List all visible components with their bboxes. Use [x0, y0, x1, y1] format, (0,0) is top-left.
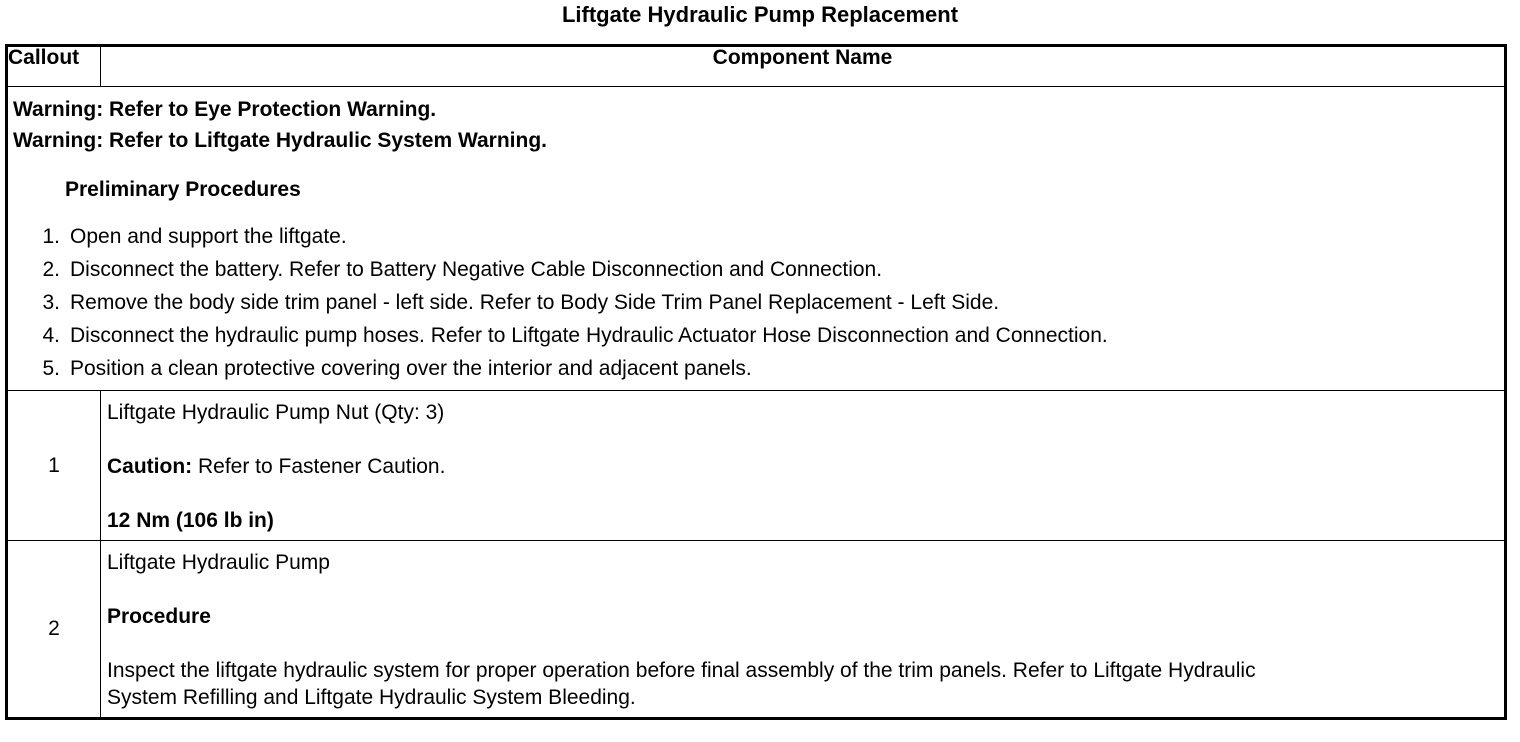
list-item [42, 220, 1504, 253]
procedure-label: Procedure [107, 605, 211, 628]
caution-line [107, 453, 1498, 480]
procedure-text-line-2: System Refilling and Liftgate Hydraulic System Bleeding. [107, 686, 636, 709]
callout-number: 1 [7, 391, 101, 541]
step-text: Disconnect the hydraulic pump hoses. Refer to Liftgate Hydraulic Actuator Hose Disconnection and Connection. [70, 324, 1108, 347]
eye-protection-warning: Warning: Refer to Eye Protection Warning. [13, 98, 437, 121]
table-row [7, 391, 1506, 541]
preliminary-steps-list [13, 220, 1504, 385]
preliminary-procedures-heading: Preliminary Procedures [65, 178, 301, 201]
caution-text: Refer to Fastener Caution. [192, 455, 446, 478]
step-number: 3. [42, 291, 60, 314]
component-name: Liftgate Hydraulic Pump [107, 551, 330, 574]
hydraulic-system-warning: Warning: Refer to Liftgate Hydraulic System Warning. [13, 129, 548, 152]
step-text: Remove the body side trim panel - left side. Refer to Body Side Trim Panel Replacement - Left Side. [70, 291, 1000, 314]
step-number: 2. [42, 258, 60, 281]
list-item [42, 286, 1504, 319]
preliminary-row [7, 87, 1506, 391]
torque-spec: 12 Nm (106 lb in) [107, 509, 274, 532]
procedure-text-line-1: Inspect the liftgate hydraulic system for proper operation before final assembly of the trim panels. Refer to Liftgate Hydraulic [107, 659, 1256, 682]
step-text: Open and support the liftgate. [70, 225, 347, 248]
component-name-column-header: Component Name [101, 46, 1506, 87]
step-text: Disconnect the battery. Refer to Battery Negative Cable Disconnection and Connection. [70, 258, 883, 281]
procedure-table [5, 44, 1507, 720]
caution-label: Caution: [107, 455, 193, 478]
component-name: Liftgate Hydraulic Pump Nut (Qty: 3) [107, 401, 445, 424]
list-item [42, 319, 1504, 352]
step-number: 5. [42, 357, 60, 380]
table-header-row [7, 46, 1506, 87]
table-row [7, 541, 1506, 719]
step-number: 4. [42, 324, 60, 347]
document-title: Liftgate Hydraulic Pump Replacement [561, 2, 959, 27]
component-cell [101, 391, 1506, 541]
callout-column-header: Callout [7, 46, 101, 87]
callout-number: 2 [7, 541, 101, 719]
list-item [42, 253, 1504, 286]
step-number: 1. [42, 225, 60, 248]
preliminary-cell [7, 87, 1506, 391]
list-item [42, 352, 1504, 385]
component-cell [101, 541, 1506, 719]
step-text: Position a clean protective covering over the interior and adjacent panels. [70, 357, 752, 380]
